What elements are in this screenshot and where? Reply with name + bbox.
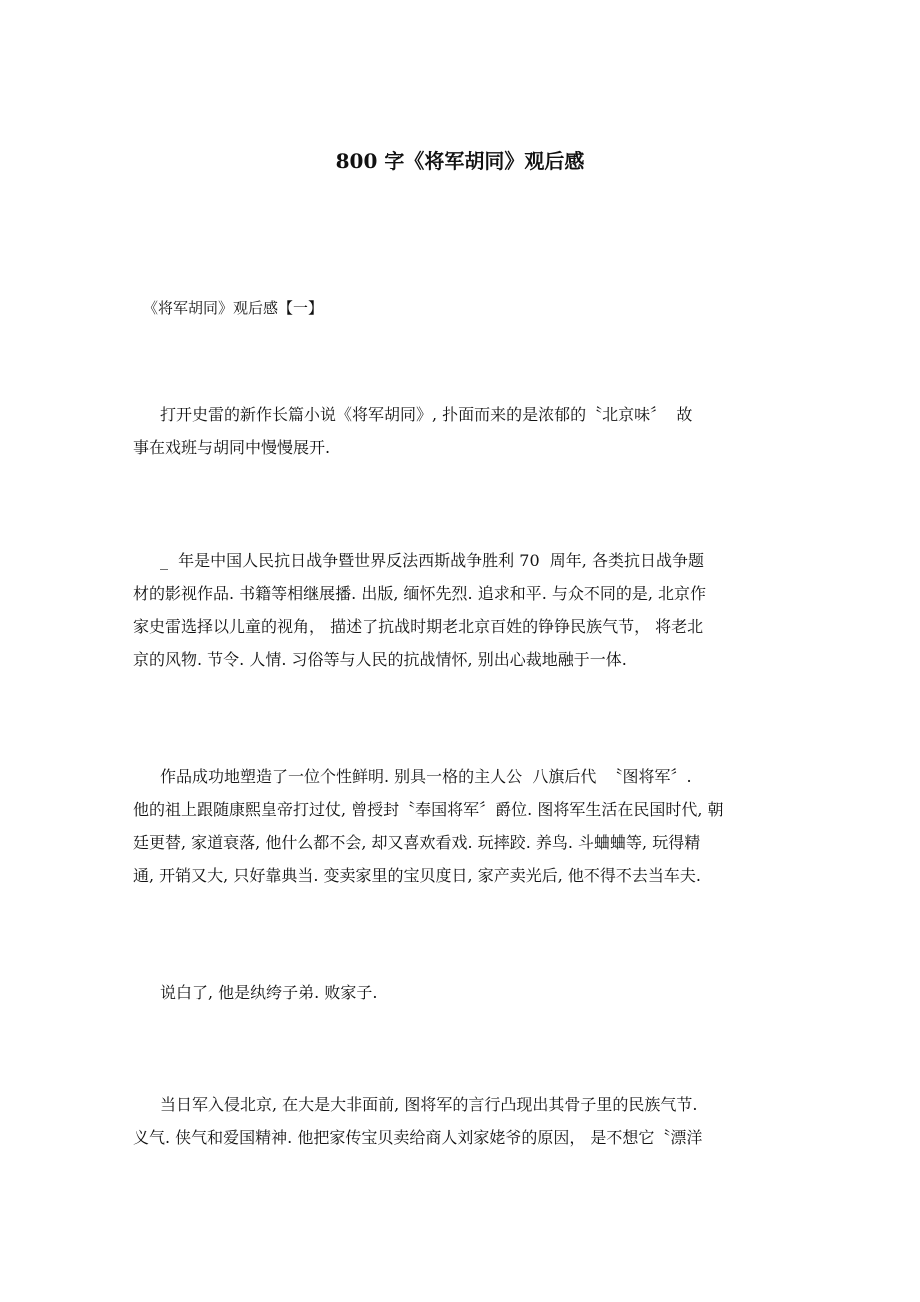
text-line: 家史雷选择以儿童的视角， 描述了抗战时期老北京百姓的铮铮民族气节， 将老北 [133, 617, 704, 636]
text-line: 京的风物. 节令. 人情. 习俗等与人民的抗战情怀, 别出心裁地融于一体. [133, 650, 627, 669]
text-line: 廷更替, 家道衰落, 他什么都不会, 却又喜欢看戏. 玩摔跤. 养鸟. 斗蛐蛐等, 玩得精 [133, 833, 701, 852]
text-line: 说白了, 他是纨绔子弟. 败家子. [160, 983, 378, 1002]
document-title: 800 字《将军胡同》观后感 [335, 149, 585, 173]
paragraph [133, 976, 833, 1009]
text-line: 义气. 侠气和爱国精神. 他把家传宝贝卖给商人刘家姥爷的原因， 是不想它〝漂洋 [133, 1128, 703, 1147]
paragraph [133, 1088, 833, 1154]
text-line: _ 年是中国人民抗日战争暨世界反法西斯战争胜利 70 周年, 各类抗日战争题 [160, 551, 704, 570]
paragraph [133, 544, 833, 676]
section-heading: 《将军胡同》观后感【一】 [143, 299, 324, 317]
paragraph [133, 760, 833, 892]
text-line: 当日军入侵北京, 在大是大非面前, 图将军的言行凸现出其骨子里的民族气节. [160, 1095, 698, 1114]
text-line: 打开史雷的新作长篇小说《将军胡同》, 扑面而来的是浓郁的〝北京味〞 故 [160, 405, 693, 424]
text-line: 事在戏班与胡同中慢慢展开. [133, 438, 331, 457]
text-line: 作品成功地塑造了一位个性鲜明. 别具一格的主人公 八旗后代 〝图将军〞. [160, 767, 692, 786]
text-line: 材的影视作品. 书籍等相继展播. 出版, 缅怀先烈. 追求和平. 与众不同的是, 北京作 [133, 584, 707, 603]
text-line: 他的祖上跟随康熙皇帝打过仗, 曾授封〝奉国将军〞爵位. 图将军生活在民国时代, 朝 [133, 800, 724, 819]
text-line: 通, 开销又大, 只好靠典当. 变卖家里的宝贝度日, 家产卖光后, 他不得不去当车夫. [133, 866, 701, 885]
paragraph [133, 398, 833, 464]
